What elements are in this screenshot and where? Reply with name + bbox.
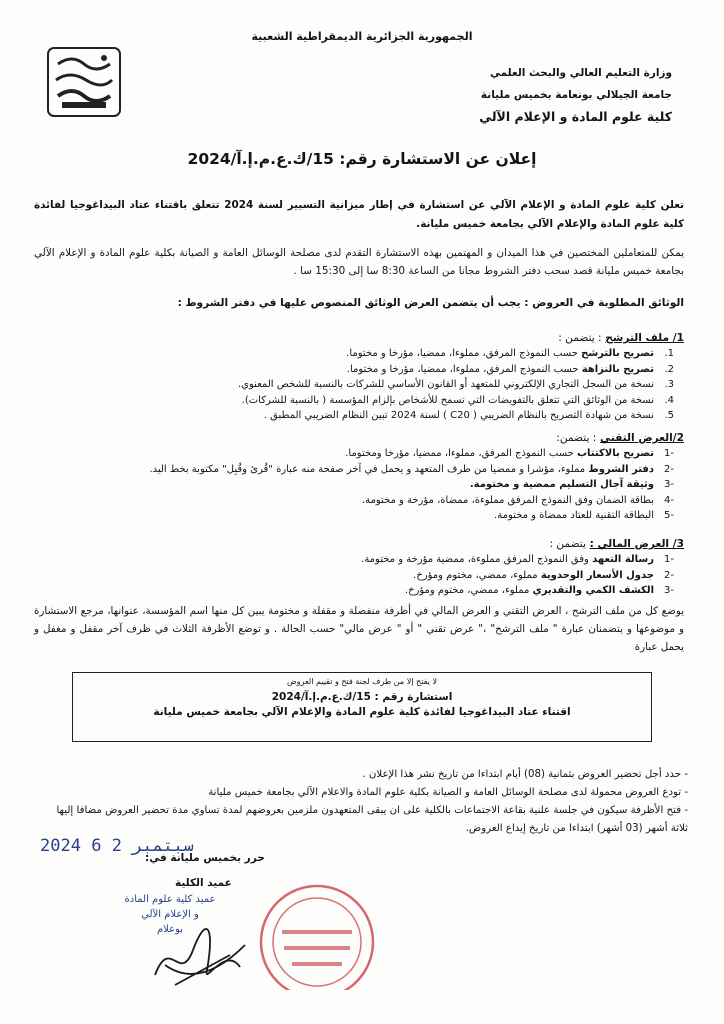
item-number: -1 [664,448,674,459]
dean-label: عميد الكلية [175,877,232,889]
signature-icon [145,915,255,995]
envelope-instructions: يوضع كل من ملف الترشح ، العرض التقني و العرض المالي في أظرفة منفصلة و مقفلة و مختومة يبين كل منها اسم المؤسسة، عنوانها، مرجع الاستشارة و موضوعها و يتضمنان عبارة " ملف الترشح" ،" عرض تقني " أو " عرض مالي" حسب الحالة . و توضع الأظرفة الثلاث في ظرف آخر مقفل و مغفل و يحمل عبارة [34,605,684,653]
faculty-line: كلية علوم المادة و الإعلام الآلي [479,109,672,124]
item-text: حسب النموذج المرفق، مملوءا، ممضيا، مؤرخا ومختوما. [345,448,577,459]
item-number: 5. [664,410,674,421]
item-number: 3. [664,379,674,390]
university-logo [42,40,126,124]
item-text: مملوء، مؤشرا و ممضيا من طرف المتعهد و يحمل في آخر صفحة منه عبارة "قُرئ وقُبِل" مكتوبة بخط اليد. [149,463,589,475]
terms-list [38,766,688,838]
republic-heading: الجمهورية الجزائرية الديمقراطية الشعبية [251,30,473,43]
item-number: -1 [664,554,674,565]
stamp-line: بوعلام [156,924,184,935]
list-item [74,508,674,524]
section-2-title [84,432,684,444]
item-number: -2 [664,569,674,581]
item-number: -2 [664,463,674,475]
section-1-list [74,346,674,424]
term-line: - تودع العروض محمولة لدى مصلحة الوسائل العامة و الصيانة بكلية علوم المادة والاعلام الآلي بجامعة خميس مليانة [208,787,688,798]
item-bold: الكشف الكمي والتقديري [532,585,654,596]
box-subject: اقتناء عتاد البيداغوجيا لفائدة كلية علوم المادة والإعلام الآلي بجامعة خميس مليانة [153,706,571,718]
term-line: - فتح الأظرفة سيكون في جلسة علنية بقاعة الاجتماعات بالكلية على ان يبقى المتعهدون ملزمين بعروضهم لمدة تساوي مدة تحضير العروض مضافا إليها ثلاثة أشهر (03 أشهر) ابتداءا من تاريخ إيداع العروض. [56,805,688,834]
list-item [74,568,674,584]
item-number: 4. [664,394,674,406]
required-documents-heading: الوثائق المطلوبة في العروض : يجب أن يتضمن العرض الوثائق المنصوص عليها في دفتر الشروط : [177,297,684,309]
item-text: حسب النموذج المرفق، مملوءا، ممضيا، مؤرخا و مختوما. [346,363,582,375]
university-line: جامعة الجيلالي بونعامة بخميس مليانة [480,89,672,101]
item-text: نسخة من السجل التجاري الإلكتروني للمتعهد أو القانون الأساسي للشركات بالنسبة للشخص المعنوي. [237,379,654,390]
item-bold: جدول الأسعار الوحدوية [540,569,654,581]
list-item [74,393,674,409]
stamp-line: عميد كلية علوم المادة [124,894,216,905]
list-item [74,446,674,462]
item-number: -4 [664,494,674,506]
item-text: نسخة من شهادة التصريح بالنظام الضريبي ( C20 ) لسنة 2024 تبين النظام الضريبي المطبق . [263,410,654,421]
section-1-suffix: : يتضمن : [558,332,602,344]
date-stamp: 2024 سبتمبر 2 6 [40,836,194,856]
section-2-label: 2/العرض التقني [600,432,684,444]
item-text: مملوء، ممضي، مختوم ومؤرخ. [413,569,541,581]
list-item [74,493,674,509]
item-bold: تصريح بالترشح [581,348,654,359]
section-2-suffix: : يتضمن: [556,432,597,444]
item-number: -5 [664,510,674,521]
list-item [74,346,674,362]
term-line: - حدد أجل تحضير العروض بثمانية (08) أيام ابتداءا من تاريخ نشر هذا الإعلان . [362,769,688,780]
item-bold: تصريح بالاكتتاب [576,448,654,459]
list-item [74,408,674,424]
list-item [74,462,674,478]
box-reference: استشارة رقم : 15/ك.ع.م.إ.آ/2024 [271,691,453,703]
item-text: البطاقة التقنية للعتاد ممضاة و مختومة. [494,510,654,521]
box-notice: لا يفتح إلا من طرف لجنة فتح و تقييم العروض [287,677,437,686]
item-bold: دفتر الشروط [588,463,654,475]
list-item [74,583,674,599]
announcement-title: إعلان عن الاستشارة رقم: 15/ك.ع.م.إ.آ/2024 [187,150,537,168]
section-3-suffix: يتضمن : [549,538,586,550]
list-item [74,377,674,393]
item-number: -3 [664,585,674,596]
eligibility-paragraph: يمكن للمتعاملين المختصين في هذا الميدان و المهتمين بهذه الاستشارة التقدم لدى مصلحة الوسائل العامة و الصيانة بكلية علوم المادة و الإعلام الآلي بجامعة خميس مليانة قصد سحب دفتر الشروط مجانا من الساعة 8:30 سا إلى 15:30 سا . [34,247,684,277]
item-number: 1. [664,348,674,359]
item-text: مملوء، ممضي، مختوم ومؤرخ. [404,585,533,596]
item-number: 2. [664,363,674,375]
signed-at-label: حرر بخميس مليانة في: [145,852,265,864]
ministry-line: وزارة التعليم العالي والبحث العلمي [489,67,672,79]
section-1-title [84,332,684,344]
item-text: نسخة من الوثائق التي تتعلق بالتفويضات التي تسمح للأشخاص بإلزام المؤسسة ( بالنسبة للشركات). [241,394,654,406]
envelope-label-box [72,672,652,742]
section-2-list [74,446,674,524]
item-text: وفق النموذج المرفق مملوءة، ممضية مؤرخة و مختومة. [361,554,593,565]
item-text: حسب النموذج المرفق، مملوءا، ممضيا، مؤرخا و مختوما. [346,348,582,359]
list-item [74,362,674,378]
item-bold: وثيقة آجال التسليم ممضية و مختومة. [469,479,654,490]
section-1-label: 1/ ملف الترشح [605,332,684,344]
item-bold: تصريح بالنزاهة [581,363,654,375]
item-number: -3 [664,479,674,490]
section-3-list [74,552,674,599]
list-item [74,552,674,568]
list-item [74,477,674,493]
stamp-line: و الإعلام الآلي [141,909,199,920]
item-bold: رسالة التعهد [592,554,654,565]
section-3-title [84,538,684,550]
institution-header [372,62,672,128]
item-text: بطاقة الضمان وفق النموذج المرفق مملوءة، ممضاة، مؤرخة و مختومة. [361,494,654,506]
section-3-label: 3/ العرض المالي : [589,538,684,550]
intro-paragraph: تعلن كلية علوم المادة و الإعلام الآلي عن استشارة في إطار ميزانية التسيير لسنة 2024 تتعلق باقتناء عتاد البيداغوجيا لفائدة كلية علوم المادة والإعلام الآلي بجامعة خميس مليانة. [34,199,684,230]
